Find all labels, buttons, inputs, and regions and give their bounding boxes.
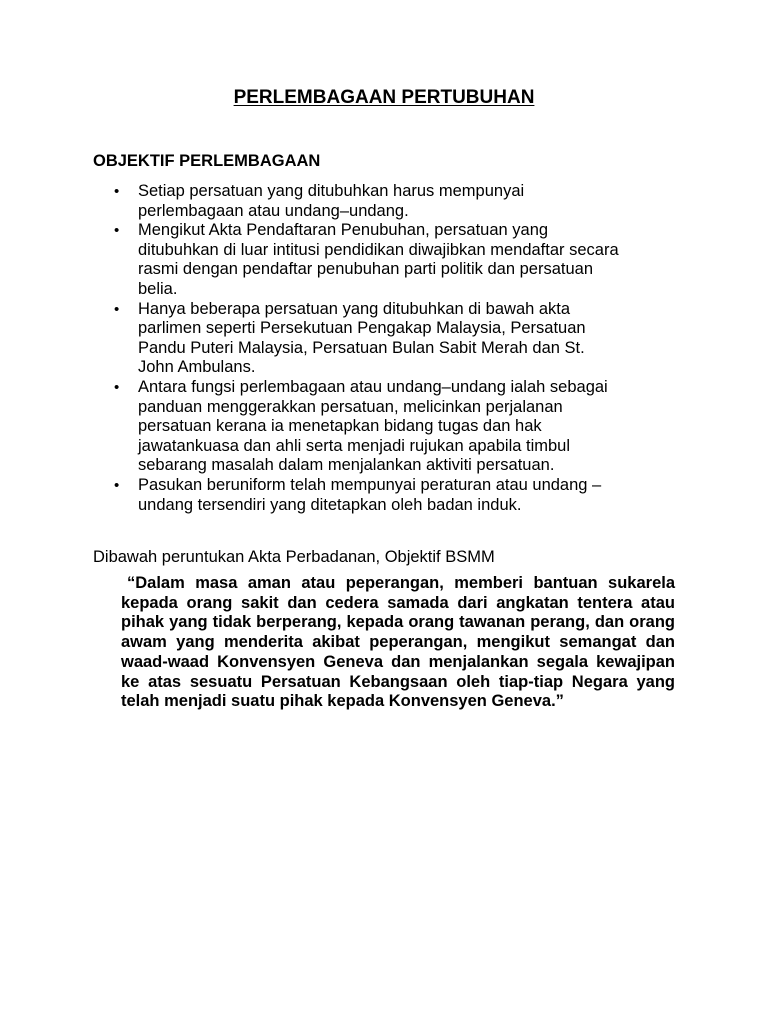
bullet-line: perlembagaan atau undang–undang. <box>138 201 409 220</box>
bullet-line: Pandu Puteri Malaysia, Persatuan Bulan Sabit Merah dan St. <box>138 338 585 357</box>
bullet-line: Antara fungsi perlembagaan atau undang–undang ialah sebagai <box>138 377 608 396</box>
document-title-text: PERLEMBAGAAN PERTUBUHAN <box>233 87 535 108</box>
bullet-line: jawatankuasa dan ahli serta menjadi rujukan apabila timbul <box>138 436 571 455</box>
bullet-line: belia. <box>138 279 178 298</box>
intro-line: Dibawah peruntukan Akta Perbadanan, Objektif BSMM <box>93 548 495 566</box>
bullet-line: John Ambulans. <box>138 358 256 377</box>
document-title <box>0 86 768 110</box>
bullet-item <box>114 182 674 221</box>
bullet-dot-icon: • <box>114 476 120 494</box>
bullet-line: Mengikut Akta Pendaftaran Penubuhan, persatuan yang <box>138 221 549 240</box>
bullet-item <box>114 476 674 515</box>
bullet-line: ditubuhkan di luar intitusi pendidikan diwajibkan mendaftar secara <box>138 240 619 259</box>
section-heading: OBJEKTIF PERLEMBAGAAN <box>93 152 321 170</box>
bullet-line: panduan menggerakkan persatuan, melicinkan perjalanan <box>138 397 563 416</box>
bullet-line: Pasukan beruniform telah mempunyai peraturan atau undang – <box>138 475 602 494</box>
bullet-line: parlimen seperti Persekutuan Pengakap Malaysia, Persatuan <box>138 319 586 338</box>
bullet-dot-icon: • <box>114 300 120 318</box>
bullet-dot-icon: • <box>114 378 120 396</box>
bullet-line: sebarang masalah dalam menjalankan aktiviti persatuan. <box>138 456 555 475</box>
bullet-dot-icon: • <box>114 222 120 240</box>
bullet-item <box>114 378 674 476</box>
bullet-item <box>114 221 674 299</box>
bullet-line: undang tersendiri yang ditetapkan oleh badan induk. <box>138 495 522 514</box>
bullet-dot-icon: • <box>114 183 120 200</box>
bullet-line: rasmi dengan pendaftar penubuhan parti politik dan persatuan <box>138 260 593 279</box>
bullet-list <box>114 182 674 515</box>
bullet-line: Hanya beberapa persatuan yang ditubuhkan di bawah akta <box>138 299 571 318</box>
quote-paragraph: “Dalam masa aman atau peperangan, memberi bantuan sukarela kepada orang sakit dan cedera samada dari angkatan tentera atau pihak yang tidak berperang, kepada orang tawanan perang, dan orang awam yang menderita akibat peperangan, mengikut semangat dan waad-waad Konvensyen Geneva dan menjalankan segala kewajipan ke atas sesuatu Persatuan Kebangsaan oleh tiap-tiap Negara yang telah menjadi suatu pihak kepada Konvensyen Geneva.” <box>121 574 675 711</box>
bullet-line: Setiap persatuan yang ditubuhkan harus mempunyai <box>138 182 525 200</box>
bullet-item <box>114 300 674 378</box>
bullet-line: persatuan kerana ia menetapkan bidang tugas dan hak <box>138 417 542 436</box>
